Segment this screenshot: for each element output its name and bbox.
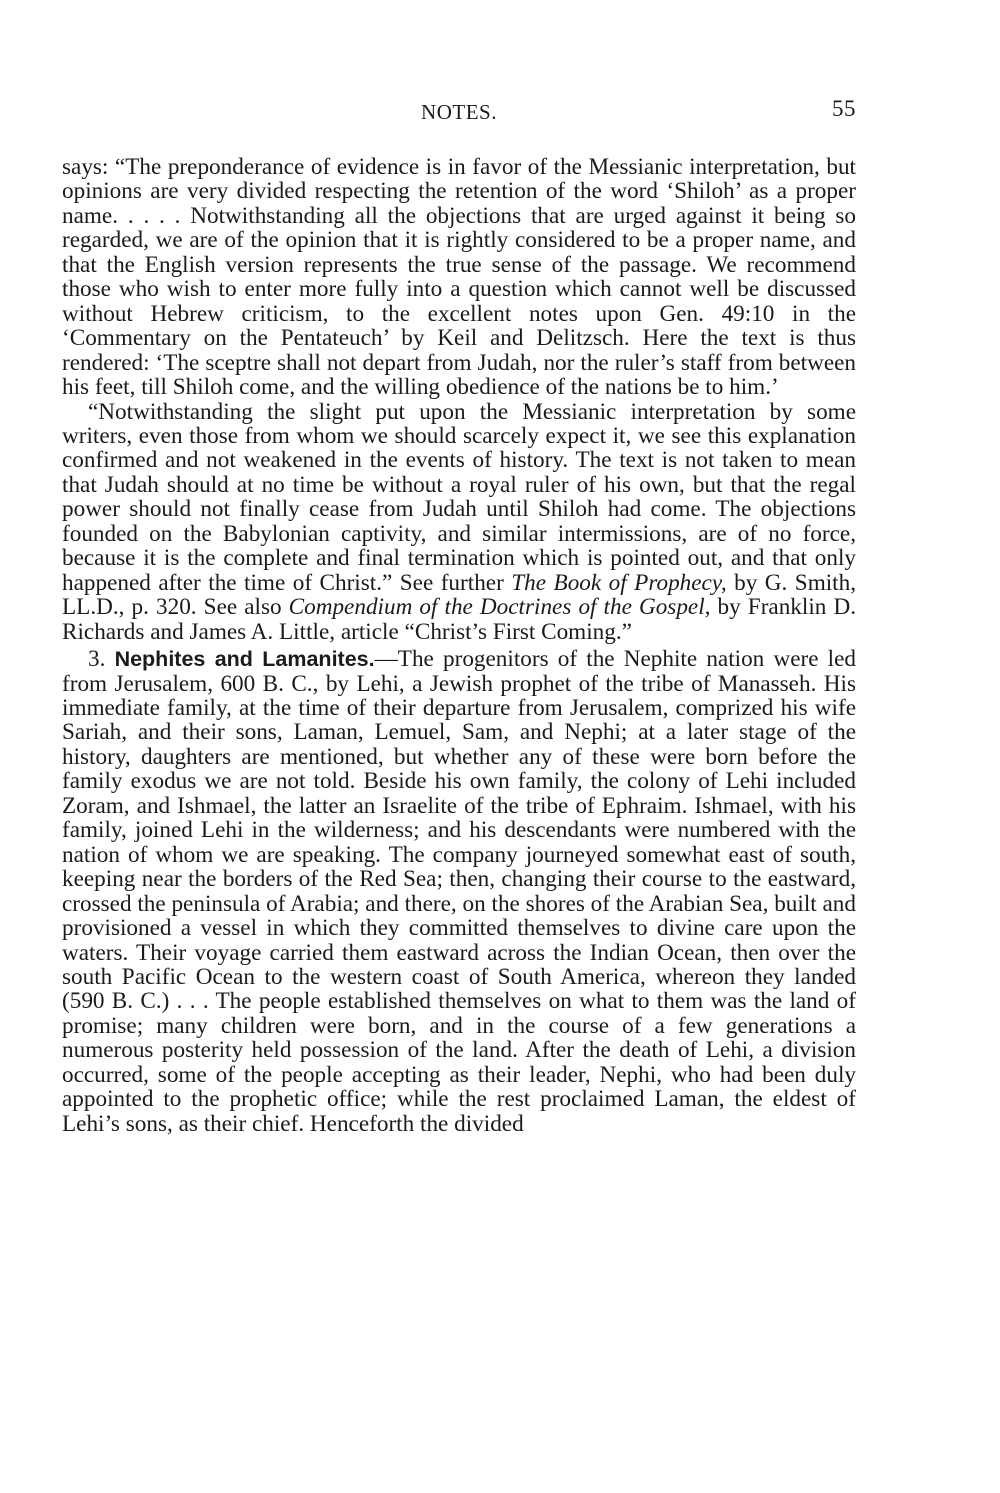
running-head: NOTES. bbox=[421, 100, 497, 124]
book-title: The Book of Prophecy, bbox=[511, 569, 727, 596]
page-number: 55 bbox=[832, 96, 856, 121]
paragraph-text: —The progenitors of the Nephite nation were led from Jerusalem, 600 B. C., by Lehi, a Jewish prophet of the tribe of Manasseh. His immediate family, at the time of their departure from Jerusalem, comprized his wife Sariah, and their sons, Laman, Lemuel, Sam, and Nephi; at a later stage of the history, daughters are mentioned, but whether any of these were born before the family exodus we are not told. Beside his own family, the colony of Lehi included Zoram, and Ishmael, the latter an Israelite of the tribe of Ephraim. Ishmael, with his family, joined Lehi in the wilderness; and his descendants were numbered with the nation of whom we are speaking. The company journeyed somewhat east of south, keeping near the borders of the Red Sea; then, changing their course to the eastward, crossed the peninsula of Arabia; and there, on the shores of the Arabian Sea, built and provisioned a vessel in which they committed themselves to divine care upon the waters. Their voyage carried them eastward across the Indian Ocean, then over the south Pacific Ocean to the western coast of South America, whereon they landed (590 B. C.) . . . The people established themselves on what to them was the land of promise; many children were born, and in the course of a few generations a numerous posterity held possession of the land. After the death of Lehi, a division occurred, some of the people accepting as their leader, Nephi, who had been duly appointed to the prophetic office; while the rest proclaimed Laman, the eldest of Lehi’s sons, as their chief. Henceforth the divided bbox=[62, 646, 856, 1137]
note-3 bbox=[62, 647, 856, 1136]
paragraph-text: by Franklin D. Richards and James A. Little, article “Christ’s First Coming.” bbox=[62, 594, 856, 645]
paragraph-text: says: “The preponderance of evidence is in favor of the Messianic interpretation, but opinions are very divided respecting the retention of the word ‘Shiloh’ as a proper name. . . . . Notwithstanding all the objections that are urged against it being so regarded, we are of the opinion that it is rightly considered to be a proper name, and that the English version represents the true sense of the passage. We recommend those who wish to enter more fully into a question which cannot well be discussed without Hebrew criticism, to the excellent notes upon Gen. 49:10 in the ‘Commentary on the Pentateuch’ by Keil and Delitzsch. Here the text is thus rendered: ‘The sceptre shall not depart from Judah, nor the ruler’s staff from between his feet, till Shiloh come, and the willing obedience of the nations be to him.’ bbox=[62, 154, 856, 401]
paragraph-quote-continued bbox=[62, 155, 856, 400]
paragraph-text: by G. Smith, LL.D., p. 320. See also bbox=[62, 569, 857, 621]
book-title: Compendium of the Doctrines of the Gospel, bbox=[288, 594, 711, 621]
body-text bbox=[62, 155, 856, 1136]
note-heading: Nephites and Lamanites. bbox=[114, 647, 375, 672]
page-header bbox=[62, 96, 856, 128]
note-number: 3. bbox=[88, 646, 106, 673]
paragraph-text: “Notwithstanding the slight put upon the Messianic interpretation by some writers, even those from whom we should scarcely expect it, we see this explanation confirmed and not weakened in the events of history. The text is not taken to mean that Judah should at no time be without a royal ruler of his own, but that the regal power should not finally cease from Judah until Shiloh had come. The objections founded on the Babylonian captivity, and similar intermissions, are of no force, because it is the complete and final termination which is pointed out, and that only happened after the time of Christ.” See further bbox=[62, 398, 856, 596]
paragraph-quote-second bbox=[62, 400, 856, 645]
